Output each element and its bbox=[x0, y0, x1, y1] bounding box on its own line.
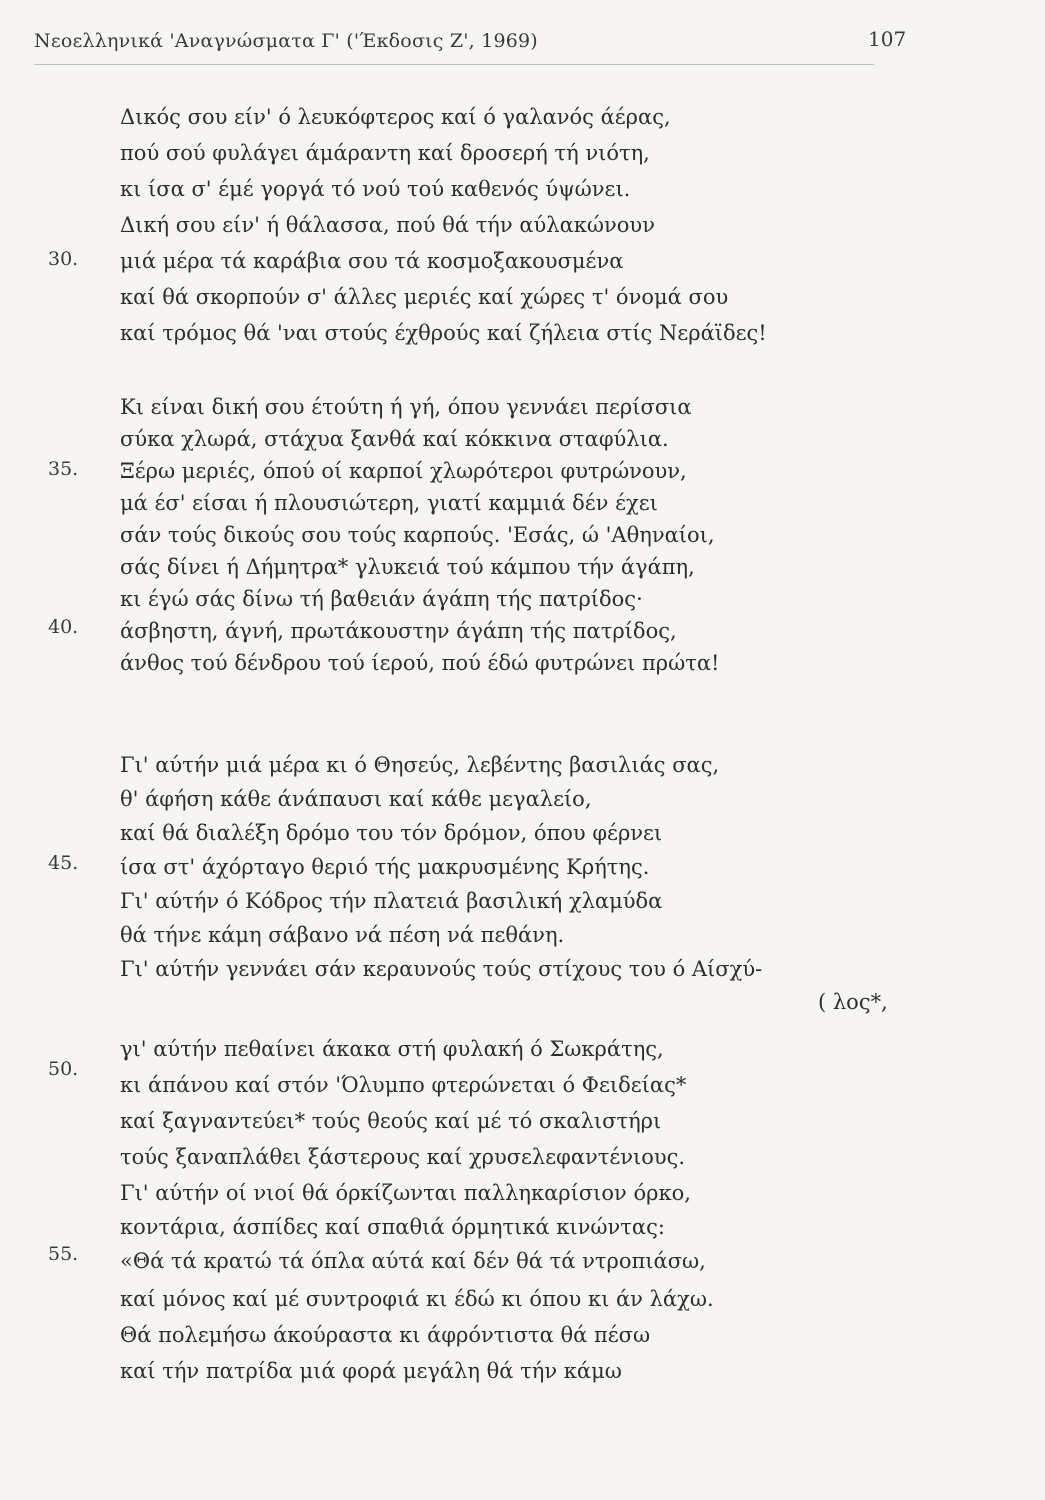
line-continuation: ( λος*, bbox=[818, 990, 888, 1014]
poem-line: Γι' αύτήν οί νιοί θά όρκίζωνται παλληκαρίσιον όρκο, bbox=[120, 1181, 691, 1205]
poem-line: Θά πολεμήσω άκούραστα κι άφρόντιστα θά πέσω bbox=[120, 1323, 651, 1347]
poem-line: καί ξαγναντεύει* τούς θεούς καί μέ τό σκαλιστήρι bbox=[120, 1109, 662, 1133]
poem-line: Ξέρω μεριές, όπού οί καρποί χλωρότεροι φυτρώνουν, bbox=[120, 459, 687, 483]
running-title: Νεοελληνικά 'Αναγνώσματα Γ' ('Έκδοσις Ζ', 1969) bbox=[34, 30, 538, 52]
poem-line: καί μόνος καί μέ συντροφιά κι έδώ κι όπου κι άν λάχω. bbox=[120, 1287, 714, 1311]
line-number-45: 45. bbox=[48, 852, 79, 874]
poem-line: πού σού φυλάγει άμάραντη καί δροσερή τή νιότη, bbox=[120, 141, 650, 165]
poem-line: μιά μέρα τά καράβια σου τά κοσμοξακουσμένα bbox=[120, 249, 624, 273]
poem-line: καί θά διαλέξη δρόμο του τόν δρόμον, όπου φέρνει bbox=[120, 821, 663, 845]
poem-line: τούς ξαναπλάθει ξάστερους καί χρυσελεφαντένιους. bbox=[120, 1145, 686, 1169]
poem-line: Δική σου είν' ή θάλασσα, πού θά τήν αύλακώνουν bbox=[120, 213, 655, 237]
line-number-55: 55. bbox=[48, 1243, 79, 1265]
poem-line: κι έγώ σάς δίνω τή βαθειάν άγάπη τής πατρίδος· bbox=[120, 587, 643, 611]
poem-line: μά έσ' είσαι ή πλουσιώτερη, γιατί καμμιά δέν έχει bbox=[120, 491, 658, 515]
poem-line: Γι' αύτήν γεννάει σάν κεραυνούς τούς στίχους του ό Αίσχύ- bbox=[120, 957, 763, 981]
poem-line: σάν τούς δικούς σου τούς καρπούς. 'Εσάς, ώ 'Αθηναίοι, bbox=[120, 523, 715, 547]
poem-line: Γι' αύτήν ό Κόδρος τήν πλατειά βασιλική χλαμύδα bbox=[120, 889, 663, 913]
header-rule bbox=[34, 64, 874, 65]
poem-line: Γι' αύτήν μιά μέρα κι ό Θησεύς, λεβέντης βασιλιάς σας, bbox=[120, 753, 720, 777]
line-number-30: 30. bbox=[48, 248, 79, 270]
poem-line: Δικός σου είν' ό λευκόφτερος καί ό γαλανός άέρας, bbox=[120, 105, 671, 129]
poem-line: καί θά σκορπούν σ' άλλες μεριές καί χώρες τ' όνομά σου bbox=[120, 285, 729, 309]
line-number-35: 35. bbox=[48, 458, 79, 480]
poem-line: Κι είναι δική σου έτούτη ή γή, όπου γεννάει περίσσια bbox=[120, 395, 692, 419]
poem-line: θά τήνε κάμη σάβανο νά πέση νά πεθάνη. bbox=[120, 923, 565, 947]
poem-line: άνθος τού δένδρου τού ίερού, πού έδώ φυτρώνει πρώτα! bbox=[120, 651, 720, 675]
poem-line: σάς δίνει ή Δήμητρα* γλυκειά τού κάμπου τήν άγάπη, bbox=[120, 555, 695, 579]
poem-line: θ' άφήση κάθε άνάπαυσι καί κάθε μεγαλείο, bbox=[120, 787, 592, 811]
poem-line: κοντάρια, άσπίδες καί σπαθιά όρμητικά κινώντας: bbox=[120, 1215, 665, 1239]
poem-line: κι ίσα σ' έμέ γοργά τό νού τού καθενός ύψώνει. bbox=[120, 177, 631, 201]
poem-line: κι άπάνου καί στόν 'Όλυμπο φτερώνεται ό Φειδείας* bbox=[120, 1073, 687, 1097]
line-number-50: 50. bbox=[48, 1058, 79, 1080]
poem-line: γι' αύτήν πεθαίνει άκακα στή φυλακή ό Σωκράτης, bbox=[120, 1037, 664, 1061]
poem-line: σύκα χλωρά, στάχυα ξανθά καί κόκκινα σταφύλια. bbox=[120, 427, 669, 451]
poem-line: καί τήν πατρίδα μιά φορά μεγάλη θά τήν κάμω bbox=[120, 1359, 622, 1383]
poem-line: καί τρόμος θά 'ναι στούς έχθρούς καί ζήλεια στίς Νεράϊδες! bbox=[120, 321, 767, 345]
poem-line: «Θά τά κρατώ τά όπλα αύτά καί δέν θά τά ντροπιάσω, bbox=[120, 1249, 706, 1273]
page-number: 107 bbox=[868, 27, 907, 51]
line-number-40: 40. bbox=[48, 616, 79, 638]
poem-line: ίσα στ' άχόρταγο θεριό τής μακρυσμένης Κρήτης. bbox=[120, 855, 650, 879]
poem-line: άσβηστη, άγνή, πρωτάκουστην άγάπη τής πατρίδος, bbox=[120, 619, 677, 643]
